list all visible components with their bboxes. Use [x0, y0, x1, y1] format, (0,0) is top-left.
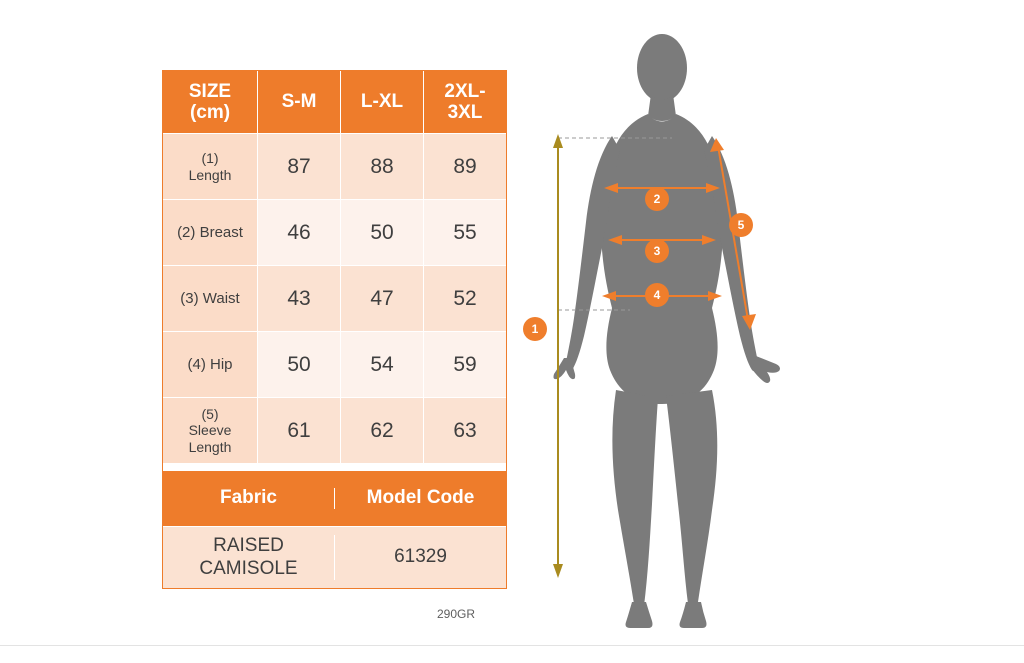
- column-header-size: [163, 71, 258, 134]
- fabric-value: [163, 535, 335, 581]
- badge-length: 1: [524, 318, 546, 340]
- model-code-column-header: Model Code: [366, 487, 475, 509]
- row-label-sleeve-line2: Sleeve: [188, 422, 232, 439]
- row-label-breast: (2) Breast: [163, 200, 258, 266]
- row-label-sleeve-length: [163, 398, 258, 464]
- cell-length-s-m: 87: [258, 134, 341, 200]
- cell-sleeve-s-m: 61: [258, 398, 341, 464]
- row-label-length: [163, 134, 258, 200]
- size-table-header: [163, 71, 507, 134]
- cell-waist-l-xl: 47: [341, 266, 424, 332]
- badge-hip: 4: [646, 284, 668, 306]
- cell-breast-2xl-3xl: 55: [424, 200, 507, 266]
- body-silhouette-icon: [553, 34, 780, 628]
- cell-sleeve-2xl-3xl: 63: [424, 398, 507, 464]
- fabric-value-line1: RAISED: [213, 534, 284, 556]
- cell-breast-s-m: 46: [258, 200, 341, 266]
- fabric-header-row: [162, 470, 507, 527]
- row-label-sleeve-line1: (5): [201, 406, 219, 423]
- model-code-value: 61329: [394, 546, 447, 568]
- row-label-hip: (4) Hip: [163, 332, 258, 398]
- row-label-length-line2: Length: [188, 166, 232, 183]
- fabric-value-row: [162, 527, 507, 589]
- row-label-length-line1: (1): [201, 150, 219, 167]
- badge-waist: 3: [646, 240, 668, 262]
- measurement-arrow-length: [553, 134, 563, 578]
- row-label-waist: (3) Waist: [163, 266, 258, 332]
- fabric-value-line2: CAMISOLE: [199, 557, 298, 579]
- cell-breast-l-xl: 50: [341, 200, 424, 266]
- size-table-body: [163, 134, 507, 464]
- cell-hip-s-m: 50: [258, 332, 341, 398]
- row-label-sleeve-line3: Length: [188, 438, 232, 455]
- table-row: [163, 200, 507, 266]
- table-row: [163, 134, 507, 200]
- cell-length-l-xl: 88: [341, 134, 424, 200]
- cell-hip-l-xl: 54: [341, 332, 424, 398]
- column-header-s-m: S-M: [258, 71, 341, 134]
- table-row: [163, 398, 507, 464]
- badge-breast: 2: [646, 188, 668, 210]
- fabric-column-header: Fabric: [163, 488, 335, 509]
- column-header-l-xl: L-XL: [341, 71, 424, 134]
- column-header-size-line2: (cm): [189, 102, 231, 123]
- cell-waist-s-m: 43: [258, 266, 341, 332]
- column-header-2xl-3xl: [424, 71, 507, 134]
- fabric-weight-note: 290GR: [437, 607, 476, 621]
- cell-hip-2xl-3xl: 59: [424, 332, 507, 398]
- cell-waist-2xl-3xl: 52: [424, 266, 507, 332]
- cell-length-2xl-3xl: 89: [424, 134, 507, 200]
- badge-sleeve-length: 5: [730, 214, 752, 236]
- table-header-row: [163, 71, 507, 134]
- measurement-figure-panel: [520, 18, 1024, 648]
- table-row: [163, 266, 507, 332]
- column-header-2xl-3xl-line1: 2XL-: [444, 80, 486, 102]
- table-row: [163, 332, 507, 398]
- column-header-size-line1: SIZE: [188, 80, 232, 102]
- female-silhouette-diagram: [520, 18, 1024, 648]
- size-table: [162, 70, 507, 464]
- cell-sleeve-l-xl: 62: [341, 398, 424, 464]
- bottom-divider: [0, 645, 1024, 646]
- column-header-2xl-3xl-line2: 3XL: [447, 102, 483, 123]
